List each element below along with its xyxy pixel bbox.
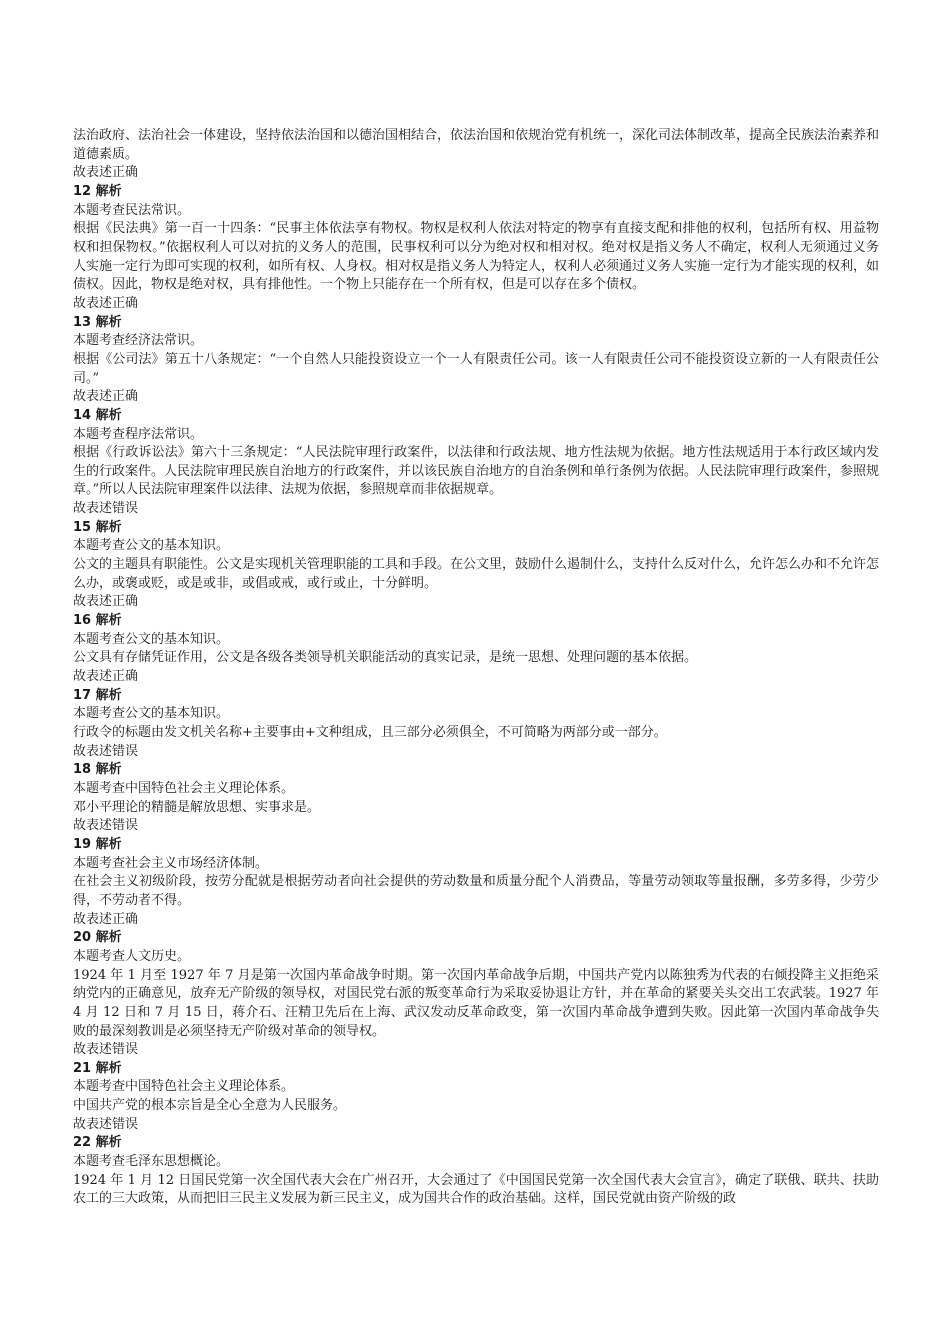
answer-topic: 本题考查中国特色社会主义理论体系。 bbox=[73, 780, 295, 796]
answer-conclusion: 故表述正确 bbox=[73, 389, 139, 405]
answer-body: 根据《公司法》第五十八条规定：“一个自然人只能投资设立一个一人有限责任公司。该一人有限责任公司不能投资设立新的一人有限责任公司。” bbox=[73, 351, 879, 386]
answer-item-17 bbox=[73, 687, 879, 762]
intro-section bbox=[73, 127, 879, 183]
answer-topic: 本题考查公文的基本知识。 bbox=[73, 631, 230, 647]
answer-topic: 本题考查毛泽东思想概论。 bbox=[73, 1154, 230, 1170]
answer-conclusion: 故表述正确 bbox=[73, 669, 139, 685]
answer-item-21 bbox=[73, 1060, 879, 1135]
answer-heading: 19 解析 bbox=[73, 836, 122, 852]
answer-heading: 22 解析 bbox=[73, 1135, 122, 1151]
answer-conclusion: 故表述错误 bbox=[73, 743, 139, 759]
answer-body: 邓小平理论的精髓是解放思想、实事求是。 bbox=[73, 799, 321, 815]
answer-conclusion: 故表述正确 bbox=[73, 295, 139, 311]
intro-conclusion: 故表述正确 bbox=[73, 165, 139, 181]
answer-topic: 本题考查经济法常识。 bbox=[73, 333, 204, 349]
answer-topic: 本题考查人文历史。 bbox=[73, 948, 191, 964]
answer-item-14 bbox=[73, 407, 879, 519]
answer-body: 1924 年 1 月至 1927 年 7 月是第一次国内革命战争时期。第一次国内革命战争后期，中国共产党内以陈独秀为代表的右倾投降主义拒绝采纳党内的正确意见，放弃无产阶级的领导权，对国民党右派的叛变革命行为采取妥协退让方针，并在革命的紧要关头交出工农武装。1927 年 4 月 12 日和 7 月 15 日，蒋介石、汪精卫先后在上海、武汉发动反革命政变，第一次国内革命战争遭到失败。因此第一次国内革命战争失败的最深刻教训是必须坚持无产阶级对革命的领导权。 bbox=[73, 967, 879, 1039]
answer-heading: 13 解析 bbox=[73, 314, 122, 330]
answer-body: 中国共产党的根本宗旨是全心全意为人民服务。 bbox=[73, 1098, 347, 1114]
answer-body: 公文具有存储凭证作用，公文是各级各类领导机关职能活动的真实记录，是统一思想、处理问题的基本依据。 bbox=[73, 650, 698, 666]
answer-heading: 21 解析 bbox=[73, 1060, 122, 1076]
answer-topic: 本题考查中国特色社会主义理论体系。 bbox=[73, 1079, 295, 1095]
answer-topic: 本题考查民法常识。 bbox=[73, 202, 191, 218]
answer-heading: 18 解析 bbox=[73, 762, 122, 778]
answer-conclusion: 故表述错误 bbox=[73, 501, 139, 517]
answer-heading: 15 解析 bbox=[73, 519, 122, 535]
answer-conclusion: 故表述错误 bbox=[73, 1116, 139, 1132]
answer-heading: 20 解析 bbox=[73, 930, 122, 946]
answer-heading: 14 解析 bbox=[73, 407, 122, 423]
answer-item-15 bbox=[73, 519, 879, 612]
answer-topic: 本题考查公文的基本知识。 bbox=[73, 706, 230, 722]
answer-body: 公文的主题具有职能性。公文是实现机关管理职能的工具和手段。在公文里，鼓励什么遏制什么，支持什么反对什么，允许怎么办和不允许怎么办，或褒或贬，或是或非，或倡或戒，或行或止，十分鲜明。 bbox=[73, 557, 880, 591]
answer-heading: 12 解析 bbox=[73, 183, 122, 199]
answer-item-13 bbox=[73, 314, 879, 407]
answer-conclusion: 故表述正确 bbox=[73, 594, 139, 610]
answer-heading: 16 解析 bbox=[73, 613, 122, 629]
answer-topic: 本题考查公文的基本知识。 bbox=[73, 538, 230, 554]
answer-item-20 bbox=[73, 929, 879, 1060]
answer-item-19 bbox=[73, 836, 879, 929]
answer-heading: 17 解析 bbox=[73, 687, 122, 703]
answer-topic: 本题考查社会主义市场经济体制。 bbox=[73, 855, 269, 871]
intro-text: 法治政府、法治社会一体建设，坚持依法治国和以德治国相结合，依法治国和依规治党有机统一，深化司法体制改革，提高全民族法治素养和道德素质。 bbox=[73, 128, 880, 162]
answer-body: 根据《行政诉讼法》第六十三条规定：“人民法院审理行政案件，以法律和行政法规、地方性法规为依据。地方性法规适用于本行政区域内发生的行政案件。人民法院审理民族自治地方的行政案件，并以该民族自治地方的自治条例和单行条例为依据。人民法院审理行政案件，参照规章。”所以人民法院审理案件以法律、法规为依据，参照规章而非依据规章。 bbox=[73, 445, 880, 498]
answer-body: 根据《民法典》第一百一十四条：“民事主体依法享有物权。物权是权利人依法对特定的物享有直接支配和排他的权利，包括所有权、用益物权和担保物权。”依据权利人可以对抗的义务人的范围，民事权利可以分为绝对权和相对权。绝对权是指义务人不确定，权利人无须通过义务人实施一定行为即可实现的权利，如所有权、人身权。相对权是指义务人为特定人，权利人必须通过义务人实施一定行为才能实现的权利，如债权。因此，物权是绝对权，具有排他性。一个物上只能存在一个所有权，但是可以存在多个债权。 bbox=[73, 221, 880, 293]
answer-body: 1924 年 1 月 12 日国民党第一次全国代表大会在广州召开，大会通过了《中国国民党第一次全国代表大会宣言》，确定了联俄、联共、扶助农工的三大政策，从而把旧三民主义发展为新三民主义，成为国共合作的政治基础。这样，国民党就由资产阶级的政 bbox=[73, 1172, 879, 1207]
document-body bbox=[73, 127, 879, 1209]
answer-item-16 bbox=[73, 612, 879, 687]
answer-item-22 bbox=[73, 1134, 879, 1209]
answer-body: 行政令的标题由发文机关名称+主要事由+文种组成，且三部分必须俱全，不可简略为两部分或一部分。 bbox=[73, 725, 667, 740]
answer-topic: 本题考查程序法常识。 bbox=[73, 426, 204, 442]
answer-item-18 bbox=[73, 761, 879, 836]
answer-conclusion: 故表述错误 bbox=[73, 1042, 139, 1058]
answer-item-12 bbox=[73, 183, 879, 314]
answer-conclusion: 故表述错误 bbox=[73, 818, 139, 834]
answer-body: 在社会主义初级阶段，按劳分配就是根据劳动者向社会提供的劳动数量和质量分配个人消费品，等量劳动领取等量报酬，多劳多得，少劳少得，不劳动者不得。 bbox=[73, 874, 879, 908]
answer-conclusion: 故表述正确 bbox=[73, 911, 139, 927]
